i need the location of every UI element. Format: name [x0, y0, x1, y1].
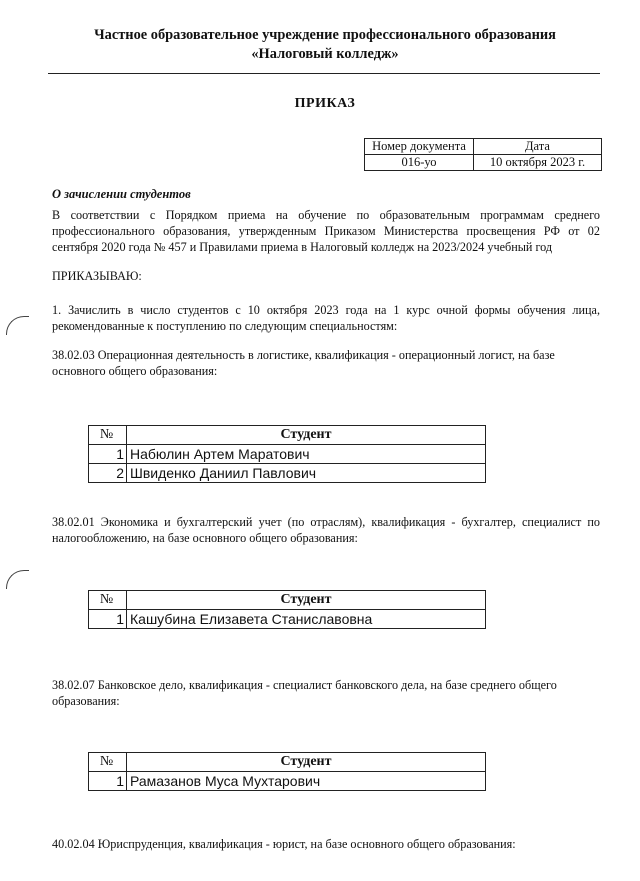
punch-hole-mark [6, 570, 29, 589]
student-num: 1 [89, 610, 127, 629]
student-name: Рамазанов Муса Мухтарович [127, 772, 486, 791]
student-header: Студент [127, 426, 486, 445]
document-number-table [364, 138, 602, 171]
student-name: Швиденко Даниил Павлович [127, 464, 486, 483]
order-item-1: 1. Зачислить в число студентов с 10 октября 2023 года на 1 курс очной формы обучения лица, рекомендованные к поступлению по следующим специальностям: [52, 303, 600, 333]
orders-word: ПРИКАЗЫВАЮ: [52, 269, 142, 283]
num-header: № [89, 591, 127, 610]
organization-header [40, 26, 610, 64]
student-num: 2 [89, 464, 127, 483]
document-title: ПРИКАЗ [294, 96, 356, 111]
doc-number-value: 016-уо [365, 155, 474, 171]
header-divider [48, 73, 600, 74]
table-row [89, 445, 486, 464]
table-row [89, 610, 486, 629]
student-name: Набюлин Артем Маратович [127, 445, 486, 464]
num-header: № [89, 426, 127, 445]
student-header: Студент [127, 591, 486, 610]
student-num: 1 [89, 445, 127, 464]
student-header: Студент [127, 753, 486, 772]
table-row [89, 772, 486, 791]
table-row [89, 464, 486, 483]
date-value: 10 октября 2023 г. [474, 155, 602, 171]
specialty-title: 38.02.03 Операционная деятельность в логистике, квалификация - операционный логист, на базе основного общего образования: [52, 348, 555, 378]
student-table [88, 425, 486, 483]
organization-name-line2: «Налоговый колледж» [251, 46, 399, 62]
student-name: Кашубина Елизавета Станиславовна [127, 610, 486, 629]
student-table [88, 752, 486, 791]
specialty-title: 40.02.04 Юриспруденция, квалификация - юрист, на базе основного общего образования: [52, 837, 516, 851]
specialty-title: 38.02.01 Экономика и бухгалтерский учет (по отраслям), квалификация - бухгалтер, специалист по налогообложению, на базе основного общего образования: [52, 515, 600, 545]
student-num: 1 [89, 772, 127, 791]
order-subject: О зачислении студентов [52, 187, 191, 201]
num-header: № [89, 753, 127, 772]
specialty-title: 38.02.07 Банковское дело, квалификация - специалист банковского дела, на базе среднего общего образования: [52, 678, 557, 708]
preamble-text: В соответствии с Порядком приема на обучение по образовательным программам среднего профессионального образования, утвержденным Приказом Министерства просвещения РФ от 02 сентября 2020 года № 457 и Правилами приема в Налоговый колледж на 2023/2024 учебный год [52, 208, 600, 254]
student-table [88, 590, 486, 629]
doc-number-label: Номер документа [365, 139, 474, 155]
date-label: Дата [474, 139, 602, 155]
punch-hole-mark [6, 316, 29, 335]
organization-name-line1: Частное образовательное учреждение профессионального образования [94, 27, 556, 43]
